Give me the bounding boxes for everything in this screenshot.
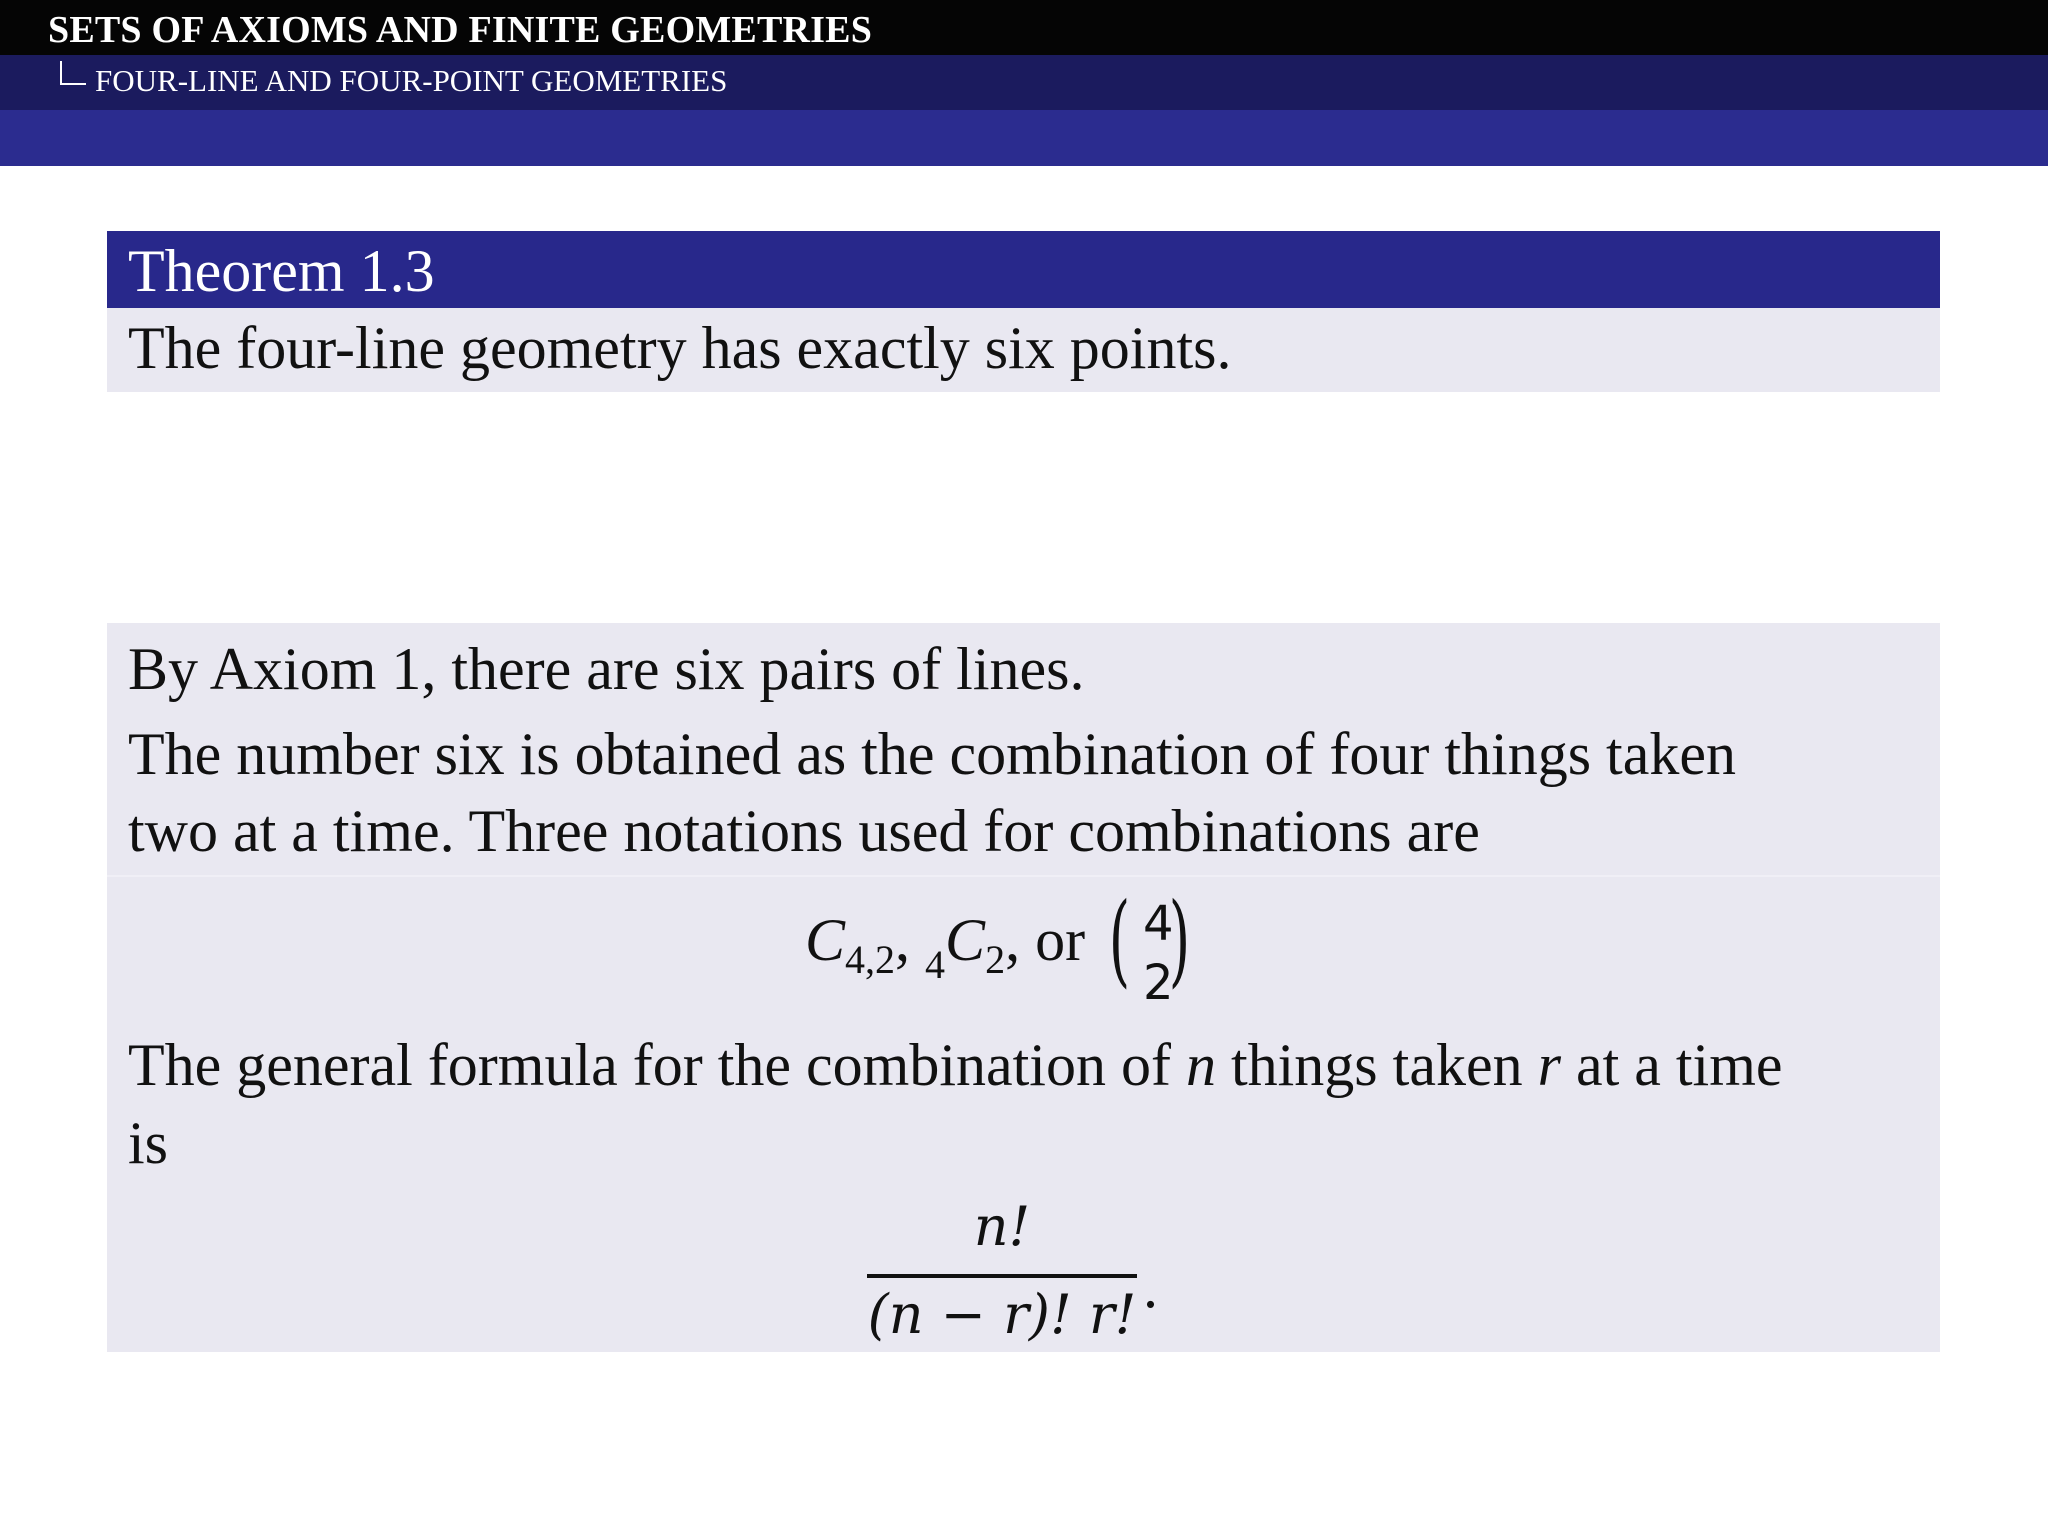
binomial-right-paren: ) — [1168, 881, 1191, 998]
proof-var-n: n — [1185, 1032, 1216, 1098]
notation-sep1: , — [895, 907, 926, 973]
subsection-corner-marker — [60, 61, 86, 85]
combination-formula — [867, 1195, 1158, 1346]
proof-line-4-b: things taken — [1215, 1032, 1538, 1098]
proof-line-4 — [128, 1031, 1783, 1100]
formula-fraction-bar — [867, 1274, 1137, 1278]
theorem-title: Theorem 1.3 — [128, 238, 435, 304]
binomial-left-paren: ( — [1108, 881, 1131, 998]
combination-notations — [805, 881, 1265, 1018]
formula-period: . — [1143, 1254, 1158, 1320]
subsection-title: FOUR-LINE AND FOUR-POINT GEOMETRIES — [95, 63, 728, 98]
notation-text — [805, 906, 1086, 987]
proof-block — [107, 623, 1940, 1352]
proof-divider — [107, 875, 1940, 877]
formula-numerator: n! — [973, 1195, 1031, 1258]
binomial-bottom: 2 — [1143, 955, 1174, 1011]
proof-line-1: By Axiom 1, there are six pairs of lines. — [128, 636, 1085, 702]
binomial-coefficient — [1108, 881, 1208, 1016]
theorem-header — [107, 231, 1940, 308]
notation-sep2: , or — [1005, 907, 1086, 973]
theorem-statement: The four-line geometry has exactly six points. — [128, 315, 1232, 381]
notation-c2-pre: 4 — [925, 942, 946, 987]
notation-c1: C — [805, 907, 846, 973]
section-title: SETS OF AXIOMS AND FINITE GEOMETRIES — [48, 9, 873, 51]
binomial-top: 4 — [1143, 896, 1174, 952]
notation-c1-sub: 4,2 — [845, 937, 896, 982]
proof-line-2: The number six is obtained as the combination of four things taken — [128, 721, 1736, 787]
proof-line-5: is — [128, 1110, 169, 1176]
theorem-body — [107, 308, 1940, 392]
header-title-bar — [0, 0, 2048, 55]
proof-line-3: two at a time. Three notations used for combinations are — [128, 798, 1480, 864]
proof-line-4-a: The general formula for the combination of — [128, 1032, 1186, 1098]
notation-c2: C — [945, 907, 986, 973]
proof-line-4-c: at a time — [1560, 1032, 1783, 1098]
formula-denominator: (n − r)! r! — [867, 1283, 1137, 1346]
header-accent-bar — [0, 110, 2048, 166]
proof-var-r: r — [1537, 1032, 1561, 1098]
notation-c2-sub: 2 — [985, 937, 1006, 982]
